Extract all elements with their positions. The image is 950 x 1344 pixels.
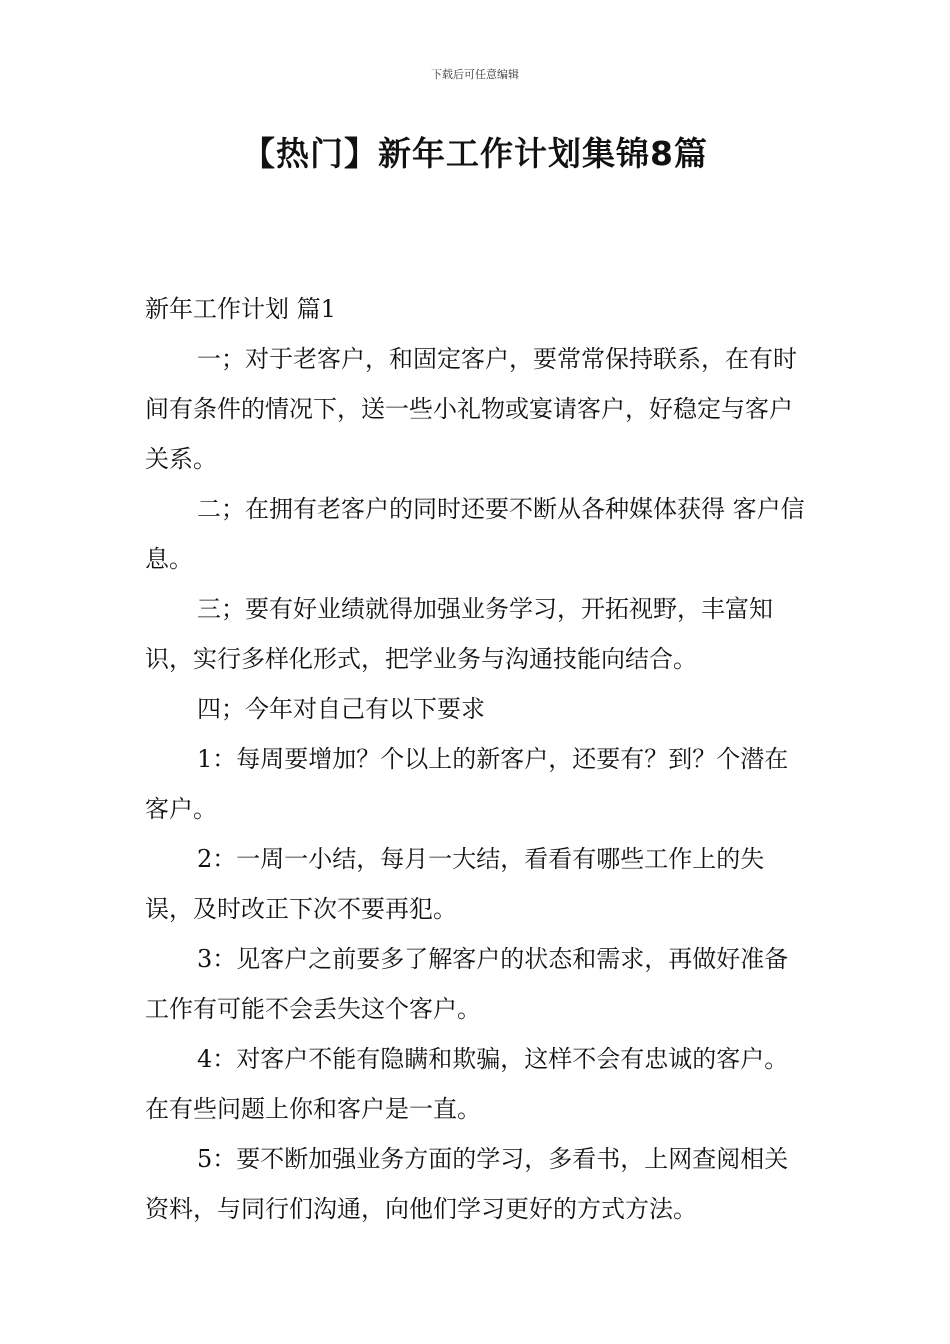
paragraph-2: 二；在拥有老客户的同时还要不断从各种媒体获得 客户信息。 xyxy=(145,495,805,573)
paragraph-1: 一；对于老客户，和固定客户，要常常保持联系，在有时间有条件的情况下，送一些小礼物或宴请客户，好稳定与客户关系。 xyxy=(145,345,797,473)
document-title: 【热门】新年工作计划集锦8篇 xyxy=(242,134,708,173)
list-item-1: 1：每周要增加？个以上的新客户，还要有？到？个潜在客户。 xyxy=(145,745,789,823)
header-note: 下载后可任意编辑 xyxy=(431,68,519,81)
document-body xyxy=(145,284,810,1234)
paragraph-4: 四；今年对自己有以下要求 xyxy=(197,695,485,723)
section-heading: 新年工作计划 篇1 xyxy=(145,295,336,323)
list-item-4: 4：对客户不能有隐瞒和欺骗，这样不会有忠诚的客户。在有些问题上你和客户是一直。 xyxy=(145,1045,789,1123)
list-item-5: 5：要不断加强业务方面的学习，多看书，上网查阅相关资料，与同行们沟通，向他们学习更好的方式方法。 xyxy=(145,1145,789,1223)
list-item-3: 3：见客户之前要多了解客户的状态和需求，再做好准备工作有可能不会丢失这个客户。 xyxy=(145,945,789,1023)
list-item-2: 2：一周一小结，每月一大结，看看有哪些工作上的失误，及时改正下次不要再犯。 xyxy=(145,845,765,923)
paragraph-3: 三；要有好业绩就得加强业务学习，开拓视野，丰富知识，实行多样化形式，把学业务与沟通技能向结合。 xyxy=(145,595,773,673)
